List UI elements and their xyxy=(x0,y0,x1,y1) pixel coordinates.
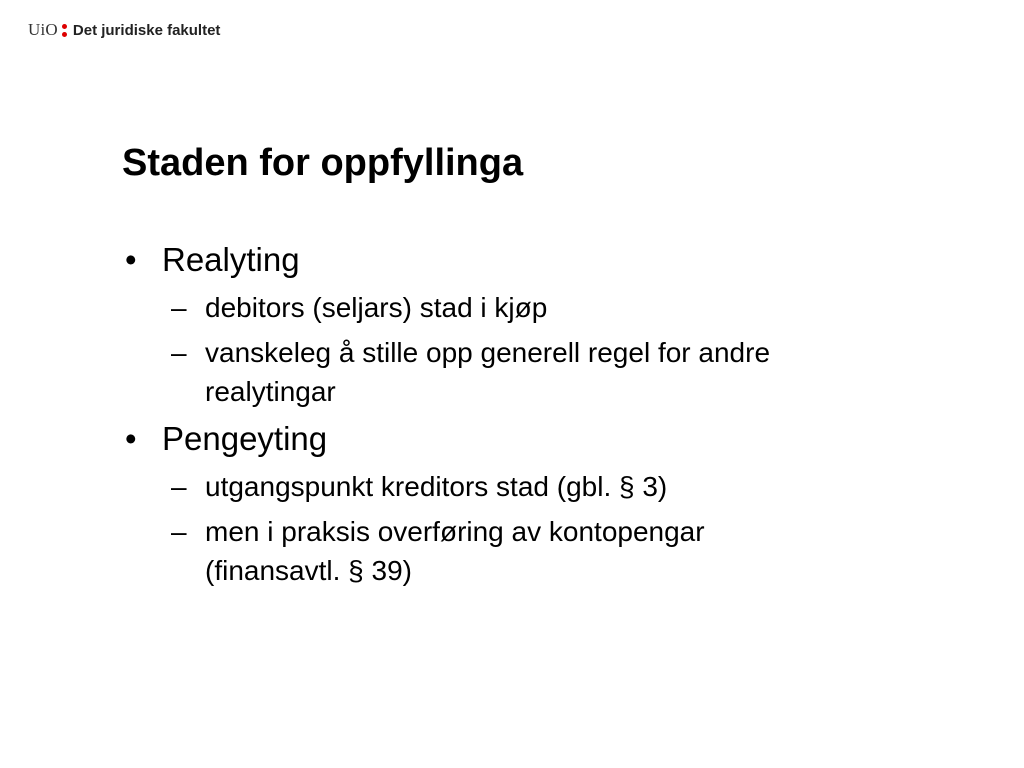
dash-marker: – xyxy=(171,337,187,368)
uio-dot-top xyxy=(62,24,67,29)
uio-logo-text: UiO xyxy=(28,20,58,39)
sub-bullet-item xyxy=(171,512,845,590)
uio-logo xyxy=(28,18,220,42)
dash-marker: – xyxy=(171,292,187,323)
bullet-marker: • xyxy=(125,241,137,278)
uio-dot-bottom xyxy=(62,32,67,37)
sub-bullet-text: debitors (seljars) stad i kjøp xyxy=(205,292,548,323)
sub-bullet-text: utgangspunkt kreditors stad (gbl. § 3) xyxy=(205,471,668,502)
sub-bullet-item xyxy=(171,333,905,411)
sub-bullet-item xyxy=(171,288,925,327)
dash-marker: – xyxy=(171,471,187,502)
sub-bullet-text: vanskeleg å stille opp generell regel for andre realytingar xyxy=(205,337,771,407)
sub-bullet-item xyxy=(171,467,925,506)
bullet-item xyxy=(125,238,925,282)
slide-title: Staden for oppfyllinga xyxy=(122,142,524,184)
bullet-item xyxy=(125,417,925,461)
bullet-text: Pengeyting xyxy=(162,420,328,457)
bullet-list xyxy=(125,238,925,596)
sub-bullet-text: men i praksis overføring av kontopengar (finansavtl. § 39) xyxy=(205,516,705,586)
uio-dots-icon xyxy=(62,24,67,37)
bullet-text: Realyting xyxy=(162,241,300,278)
dash-marker: – xyxy=(171,516,187,547)
bullet-marker: • xyxy=(125,420,137,457)
faculty-name: Det juridiske fakultet xyxy=(72,21,221,39)
